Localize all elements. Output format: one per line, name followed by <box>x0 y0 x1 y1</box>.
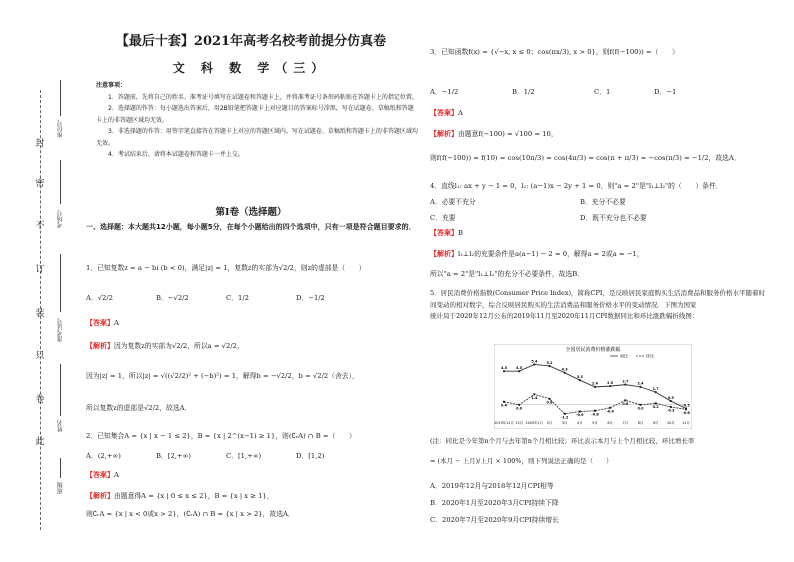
seal-char: 只 <box>35 351 45 361</box>
q4-answer <box>430 228 463 238</box>
fill-line <box>60 160 61 204</box>
answer-value: A <box>114 471 119 479</box>
data-label: 5.2 <box>546 360 553 365</box>
note-item: 2．选择题的作答：每小题选出答案后，用2B铅笔把答题卡上对应题目的答案标号涂黑，写在试题卷、草稿纸和答题卡上的非答题区域均无效。 <box>96 105 414 124</box>
seal-char: 订 <box>35 265 45 275</box>
q3-option-d: D．−1 <box>654 88 677 96</box>
q3-option-a: A．−1/2 <box>430 88 459 96</box>
data-point <box>503 370 505 372</box>
data-label: -0.3 <box>667 408 675 413</box>
answer-value: A <box>114 319 119 327</box>
notes-heading: 注意事项： <box>96 82 127 89</box>
data-label: 0.0 <box>516 406 523 411</box>
fill-line <box>60 254 61 312</box>
data-label: 0.8 <box>546 400 553 405</box>
x-tick-label: 9月 <box>652 421 659 425</box>
answer-tag: 【答案】 <box>86 470 114 479</box>
x-tick-label: 7月 <box>622 421 629 425</box>
notes <box>96 80 418 161</box>
q5-note: (注：同比是今年第n个月与去年第n个月相比较；环比表示本月与上个月相比较，环比增长率 <box>430 437 695 445</box>
q5-stem-line: 5．居民消费价格指数(Consumer Price Index)，简称CPI，是反映居民家庭购买生活消费品和服务价格水平随着时间变动的相对数字，综合反映居民购买的生活消费品和服务价格水平的变动情况．下图为国家 <box>430 289 765 309</box>
data-label: 4.5 <box>500 366 508 370</box>
data-label: 2.5 <box>607 380 614 385</box>
q3-option-c: C．1 <box>594 88 611 96</box>
x-tick-label: 6月 <box>607 421 613 425</box>
q4-analysis-1 <box>430 248 644 259</box>
q3-option-b: B．1/2 <box>512 88 535 96</box>
data-point <box>639 386 641 388</box>
data-label: 1.7 <box>652 386 659 391</box>
data-point <box>579 379 581 381</box>
data-point <box>670 400 672 402</box>
data-point <box>548 365 550 367</box>
data-label: -0.9 <box>576 413 584 418</box>
seat-number-label: 座位号 <box>57 120 64 138</box>
answer-tag: 【答案】 <box>430 108 458 117</box>
x-tick-label: 12月 <box>515 421 524 425</box>
data-point <box>609 385 611 387</box>
analysis-text: 由题意f(−100) = √100 = 10， <box>458 130 558 138</box>
q1-analysis-1 <box>86 340 244 351</box>
q1-answer <box>86 318 119 328</box>
seal-char: 装 <box>35 309 45 319</box>
analysis-tag: 【解析】 <box>86 341 114 350</box>
q2-analysis-1 <box>86 490 274 501</box>
ticket-number-label: 准考证号 <box>57 318 64 342</box>
data-label: 0.6 <box>622 401 629 406</box>
q2-option-b: B．[2,+∞) <box>156 452 191 460</box>
data-point <box>533 363 535 365</box>
data-label: 2.7 <box>622 379 629 384</box>
q1-option-c: C．1/2 <box>226 294 249 302</box>
note-item: 1．答题前，先将自己的姓名、准考证号填写在试题卷和答题卡上，并将准考证号条形码粘贴在答题卡上的指定位置。 <box>108 93 418 101</box>
q2-option-a: A．(2,+∞) <box>86 452 121 460</box>
q3-analysis-2: 则f(f(−100)) = f(10) = cos(10π/3) = cos(4π/3) = cos(π + π/3) = −cos(π/3) = −1/2，故选A． <box>430 154 741 162</box>
q3-stem: 3．已知函数f(x) = {√−x, x ≤ 0；cos(πx/3), x > 0}，则f(f(−100)) =（ ） <box>430 48 679 56</box>
data-point <box>624 384 626 386</box>
class-label: 班级 <box>57 482 64 494</box>
q5-option-c: C．2020年7月至2020年9月CPI持续增长 <box>430 516 559 524</box>
q4-option-d: D．既不充分也不必要 <box>580 214 647 222</box>
q1-option-a: A．√2/2 <box>86 294 113 302</box>
q3-answer <box>430 108 463 118</box>
q1-analysis-2: 因为|z| = 1，所以|z| = √((√2/2)² + (−b)²) = 1，解得b = −√2/2，b = √2/2（舍去）， <box>86 372 359 380</box>
data-point <box>518 370 520 372</box>
x-tick-label: 10月 <box>666 421 675 425</box>
page-subtitle: 文 科 数 学（三） <box>172 61 330 75</box>
x-tick-label: 11月 <box>682 421 690 425</box>
data-label: -0.6 <box>682 410 690 415</box>
data-label: 3.3 <box>576 374 583 379</box>
q1-option-d: D．−1/2 <box>296 294 325 302</box>
legend-label: 环比 <box>646 353 654 359</box>
fill-line <box>60 364 61 416</box>
data-label: 0.4 <box>500 403 508 408</box>
note-item: 4．考试结束后，请将本试题卷和答题卡一并上交。 <box>108 151 244 158</box>
x-tick-label: 5月 <box>592 421 598 425</box>
analysis-text: 由题意得A = {x | 0 ≤ x ≤ 2}，B = {x | x ≥ 1}， <box>114 492 274 500</box>
note-item: 3．非选择题的作答：用签字笔直接答在答题卡上对应的答题区域内。写在试题卷、草稿纸和答题卡上的非答题区域均无效。 <box>96 128 418 147</box>
answer-tag: 【答案】 <box>86 318 114 327</box>
data-point <box>594 386 596 388</box>
legend-label: 同比 <box>620 353 628 359</box>
fill-line <box>60 458 61 478</box>
q5-stem-line: 统计局于2020年12月公布的2019年11月至2020年11月CPI数据同比和环比涨跌幅折线图： <box>430 312 699 320</box>
x-tick-label: 2月 <box>546 421 553 425</box>
data-label: -0.8 <box>591 412 599 417</box>
q4-stem: 4．直线l₁: ax + y − 1 = 0，l₂: (a−1)x − 2y + 1 = 0，则"a = 2"是"l₁⊥l₂"的（ ）条件． <box>430 182 723 190</box>
data-label: 4.5 <box>516 366 523 370</box>
data-label: 2.4 <box>637 381 644 386</box>
q4-option-b: B．充分不必要 <box>580 198 626 206</box>
data-label: 1.4 <box>531 395 538 400</box>
cpi-line-chart <box>494 344 692 429</box>
section-heading: 第Ⅰ卷（选择题） <box>215 207 287 218</box>
fill-line <box>60 80 61 116</box>
seal-char: 不 <box>35 221 45 231</box>
q2-answer <box>86 470 119 480</box>
q1-stem: 1．已知复数z = a − bi (b < 0)，满足|z| = 1，复数z的实部为√2/2，则z的虚部是（ ） <box>86 264 366 272</box>
analysis-tag: 【解析】 <box>430 129 458 138</box>
answer-value: A <box>458 109 463 117</box>
q5-option-b: B．2020年1月至2020年3月CPI持续下降 <box>430 499 559 507</box>
q3-analysis-1 <box>430 128 558 139</box>
analysis-tag: 【解析】 <box>430 249 458 258</box>
data-point <box>655 391 657 393</box>
data-point <box>564 372 566 374</box>
data-label: -0.5 <box>682 403 690 408</box>
q5-stem <box>430 288 770 323</box>
q5-option-a: A．2019年12月与2018年12月CPI相等 <box>430 482 554 490</box>
answer-value: B <box>458 229 463 237</box>
q1-analysis-3: 所以复数z的虚部是√2/2，故选A． <box>86 404 192 412</box>
x-tick-label: 2019年11月 <box>494 421 514 425</box>
q2-stem: 2．已知集合A = {x | x − 1 ≤ 2}，B = {x | 2^(x−1) ≥ 1}，则(∁ᵣA) ∩ B =（ ） <box>86 432 356 440</box>
answer-tag: 【答案】 <box>430 228 458 237</box>
q2-option-d: D．[1,2) <box>296 452 325 460</box>
analysis-tag: 【解析】 <box>86 491 114 500</box>
seal-char: 此 <box>35 437 45 447</box>
x-tick-label: 8月 <box>637 421 644 425</box>
seal-char: 卷 <box>35 395 45 405</box>
x-tick-label: 2020年1月 <box>525 421 544 425</box>
data-label: -1.2 <box>560 415 569 420</box>
binding-margin <box>0 0 80 562</box>
name-label: 姓名 <box>57 420 64 432</box>
data-label: 0.2 <box>652 404 659 409</box>
q1-option-b: B．−√2/2 <box>156 294 189 302</box>
q2-analysis-2: 则∁ᵣA = {x | x < 0或x > 2}，(∁ᵣA) ∩ B = {x | x > 2}，故选A． <box>86 510 295 518</box>
chart-title: 全国居民消费价格涨跌幅 <box>565 347 621 353</box>
section-intro: 一、选择题：本大题共12小题，每小题5分，在每个小题给出的四个选项中，只有一项是符合题目要求的． <box>86 223 416 231</box>
seal-char: 封 <box>35 139 45 149</box>
x-tick-label: 3月 <box>561 421 568 425</box>
data-label: 4.3 <box>561 367 568 372</box>
data-label: 0.5 <box>667 395 674 400</box>
data-label: 5.4 <box>531 359 538 364</box>
page-title: 【最后十套】2021年高考名校考前提分仿真卷 <box>115 34 387 49</box>
x-tick-label: 4月 <box>577 421 583 425</box>
exam-room-label: 考场号 <box>57 210 64 228</box>
data-label: 2.4 <box>591 381 599 386</box>
data-label: 0.0 <box>637 406 644 411</box>
q4-analysis-2: 所以"a = 2"是"l₁⊥l₂"的充分不必要条件，故选B． <box>430 270 585 278</box>
q2-option-c: C．[1,+∞) <box>226 452 262 460</box>
analysis-text: 因为复数z的实部为√2/2，所以a = √2/2， <box>114 342 244 350</box>
data-label: -0.4 <box>606 409 614 414</box>
q5-formula: = (本月 − 上月)/上月 × 100%，则下列说法正确的是（ ） <box>430 457 613 465</box>
analysis-text: l₁⊥l₂的充要条件是a(a−1) − 2 = 0，解得a = 2或a = −1， <box>458 250 644 258</box>
q4-option-c: C．充要 <box>430 214 456 222</box>
seal-char: 密 <box>35 179 45 189</box>
q4-option-a: A．必要不充分 <box>430 198 476 206</box>
